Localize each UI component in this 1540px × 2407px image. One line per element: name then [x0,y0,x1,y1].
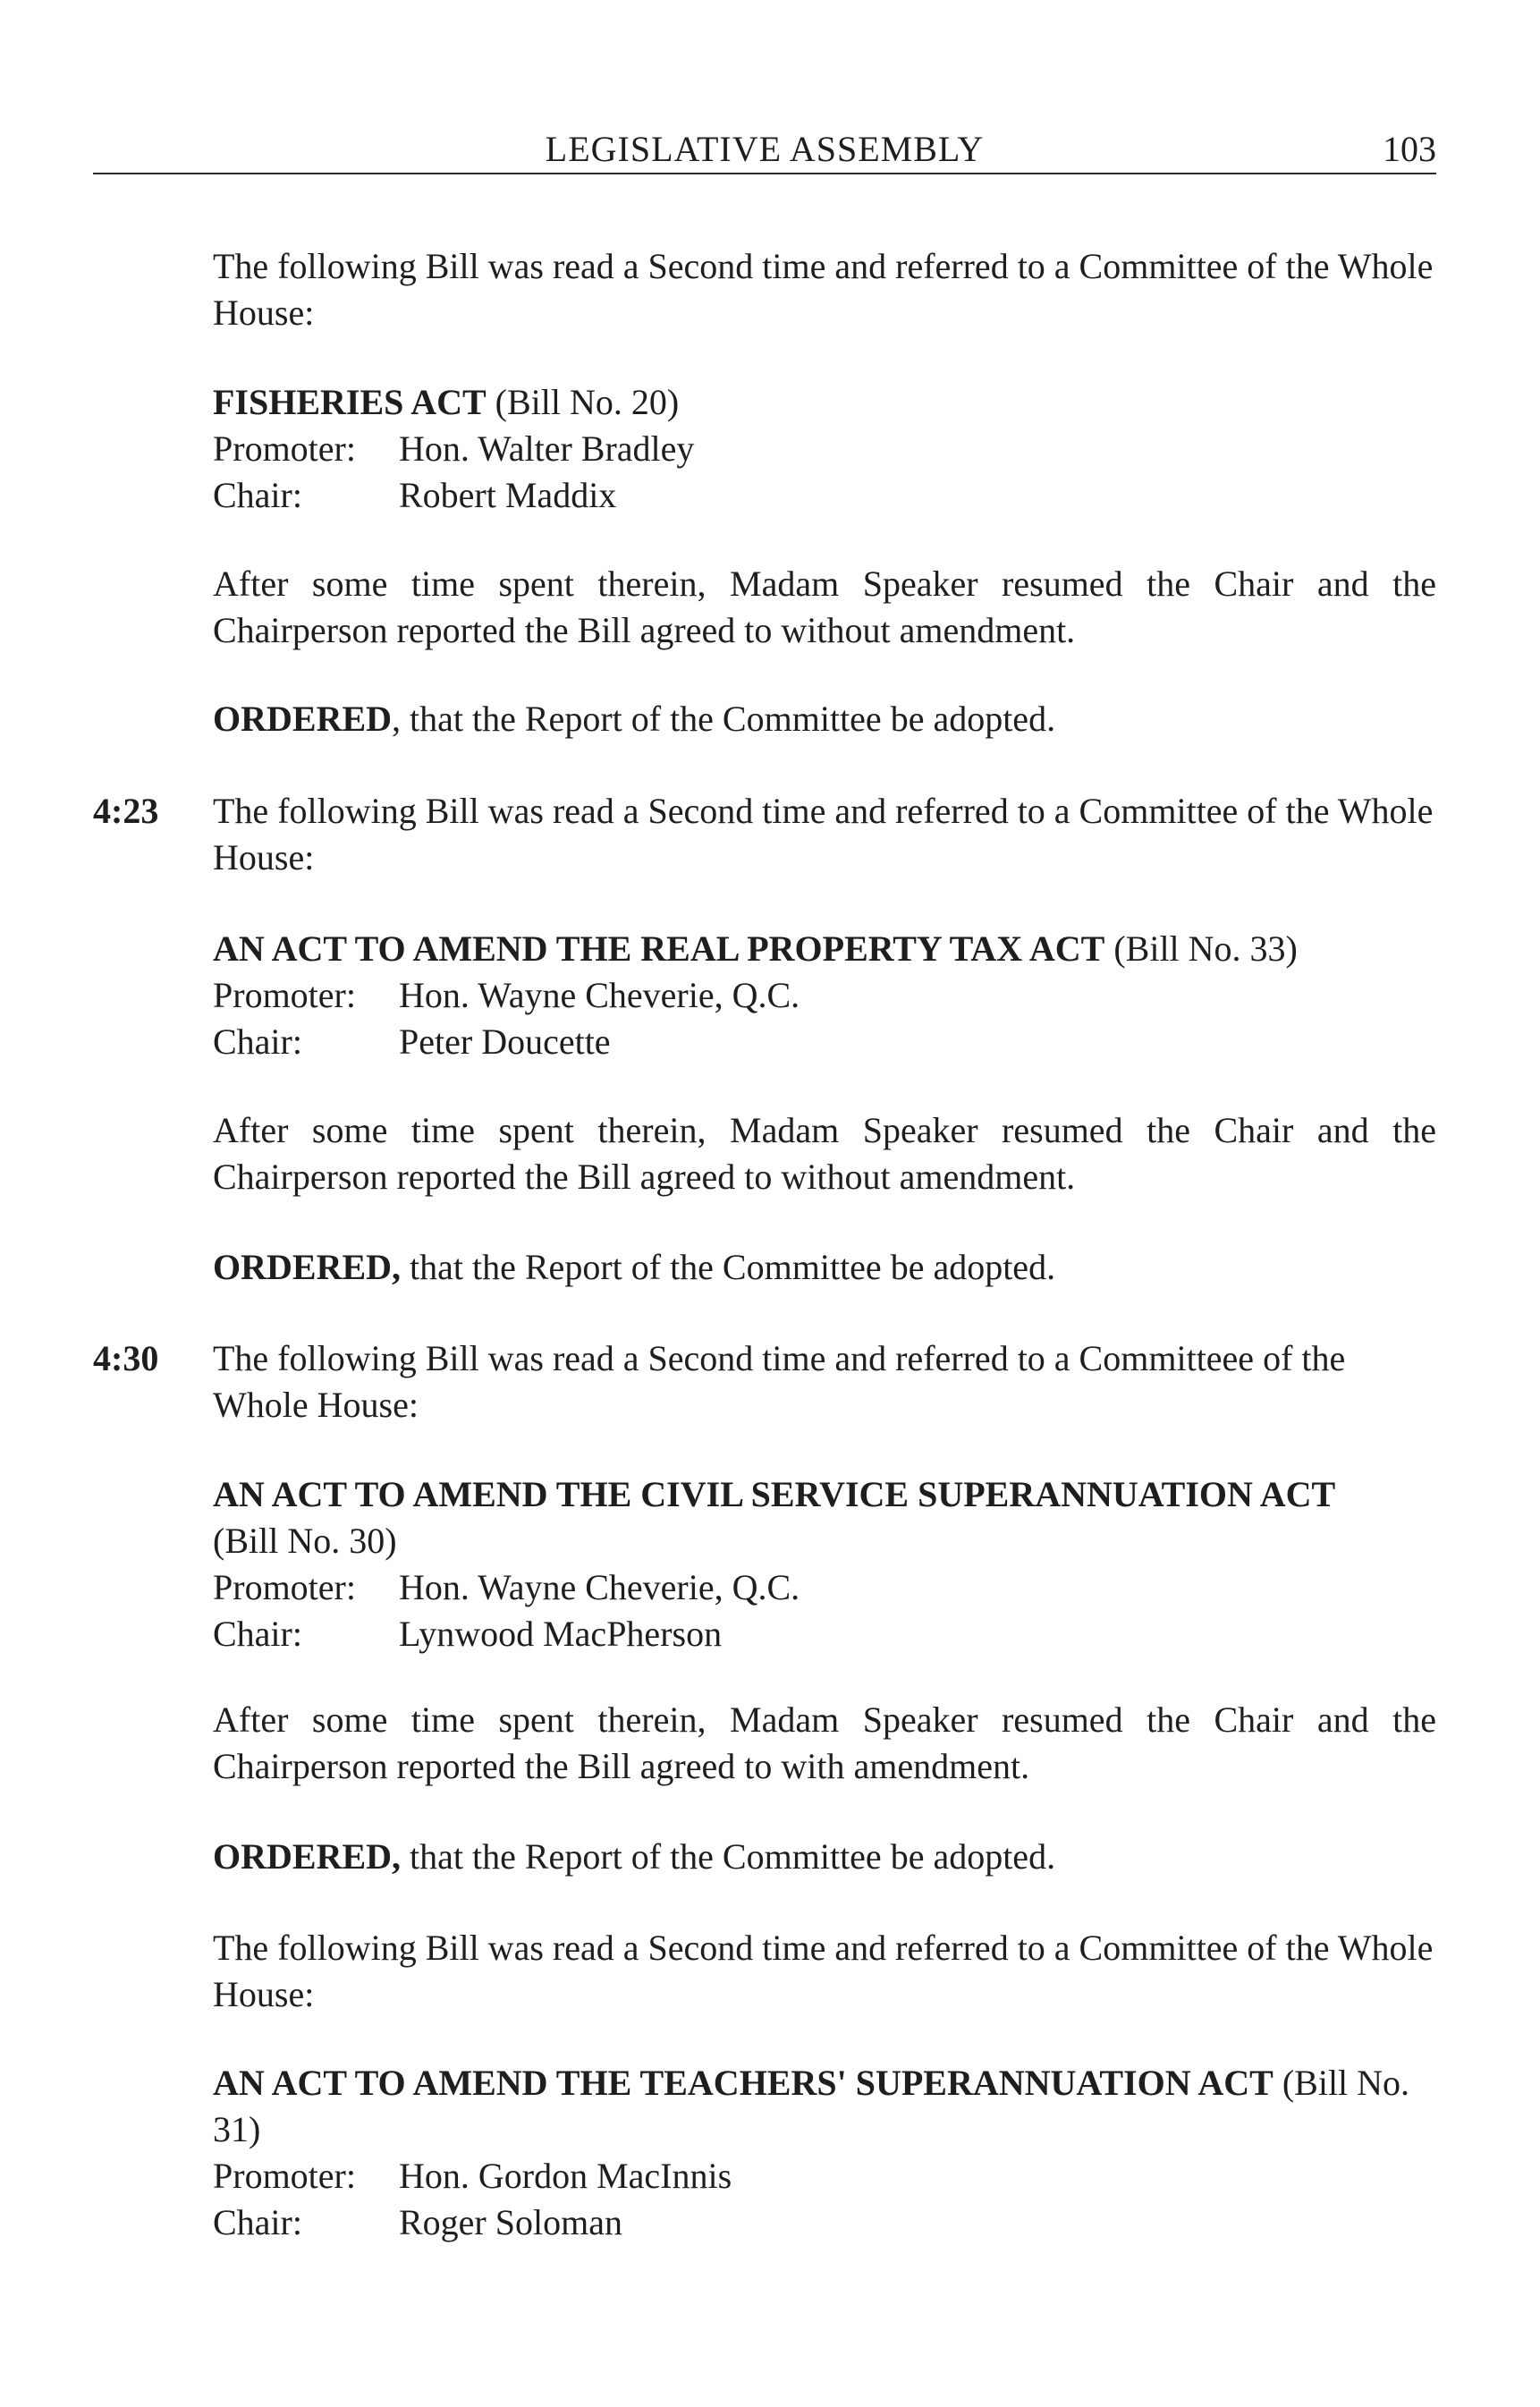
entry-intro: The following Bill was read a Second time and referred to a Committee of the Whole House: [213,246,1434,333]
bill-block [213,379,1436,519]
ordered-motion [213,1834,1436,1880]
ordered-label: ORDERED, [213,1247,402,1287]
bill-number: (Bill No. 20) [495,382,680,422]
bill-block [213,926,1436,1065]
ordered-motion [213,696,1436,742]
ordered-label: ORDERED, [213,1836,402,1877]
committee-report: After some time spent therein, Madam Speaker resumed the Chair and the Chairperson reported the Bill agreed to without amendment. [213,1110,1436,1197]
bill-heading [213,379,1436,426]
chair-name: Peter Doucette [399,1021,611,1062]
chair-label: Chair: [213,475,302,515]
header-title: LEGISLATIVE ASSEMBLY [545,129,985,169]
chair-label: Chair: [213,1021,302,1062]
bill-block [213,1471,1436,1657]
bill-block [213,2060,1436,2246]
committee-report: After some time spent therein, Madam Speaker resumed the Chair and the Chairperson reported the Bill agreed to without amendment. [213,564,1436,650]
entry-intro: The following Bill was read a Second time and referred to a Committee of the Whole House: [213,1928,1434,2014]
bill-number: (Bill No. 30) [213,1521,397,1561]
chair-label: Chair: [213,2202,302,2242]
bill-title: AN ACT TO AMEND THE CIVIL SERVICE SUPERANNUATION ACT [213,1474,1336,1514]
chair-row [213,1611,1436,1657]
chair-row [213,472,1436,519]
bill-heading [213,1471,1436,1518]
promoter-label: Promoter: [213,1567,356,1607]
promoter-name: Hon. Walter Bradley [399,428,695,469]
ordered-label: ORDERED [213,699,393,739]
promoter-label: Promoter: [213,428,356,469]
ordered-text: that the Report of the Committee be adopted. [401,1247,1056,1287]
page-number: 103 [1383,129,1436,169]
promoter-row [213,426,1436,472]
promoter-row [213,972,1436,1019]
promoter-row [213,2153,1436,2199]
time-stamp: 4:23 [93,791,159,831]
promoter-label: Promoter: [213,2156,356,2196]
chair-row [213,1019,1436,1065]
ordered-motion [213,1244,1436,1291]
promoter-name: Hon. Gordon MacInnis [399,2156,732,2196]
bill-title: AN ACT TO AMEND THE REAL PROPERTY TAX ACT [213,928,1105,969]
chair-name: Robert Maddix [399,475,617,515]
bill-heading [213,2060,1436,2153]
bill-number: (Bill No. 33) [1113,928,1298,969]
header-rule [93,173,1436,174]
committee-report: After some time spent therein, Madam Speaker resumed the Chair and the Chairperson reported the Bill agreed to with amendment. [213,1699,1436,1786]
chair-name: Lynwood MacPherson [399,1614,723,1654]
page-header [93,127,1436,172]
bill-title: FISHERIES ACT [213,382,487,422]
chair-name: Roger Soloman [399,2202,622,2242]
promoter-row [213,1564,1436,1611]
chair-label: Chair: [213,1614,302,1654]
ordered-text: , that the Report of the Committee be adopted. [392,699,1056,739]
chair-row [213,2199,1436,2246]
bill-heading [213,926,1436,972]
bill-title: AN ACT TO AMEND THE TEACHERS' SUPERANNUATION ACT [213,2063,1273,2103]
time-stamp: 4:30 [93,1338,159,1378]
bill-number: (Bill No. 31) [213,2063,1410,2149]
entry-intro: The following Bill was read a Second time and referred to a Committeee of the Whole House: [213,1338,1346,1425]
entry-intro: The following Bill was read a Second time and referred to a Committee of the Whole House: [213,791,1434,877]
promoter-name: Hon. Wayne Cheverie, Q.C. [399,975,800,1015]
promoter-label: Promoter: [213,975,356,1015]
ordered-text: that the Report of the Committee be adopted. [401,1836,1056,1877]
promoter-name: Hon. Wayne Cheverie, Q.C. [399,1567,800,1607]
